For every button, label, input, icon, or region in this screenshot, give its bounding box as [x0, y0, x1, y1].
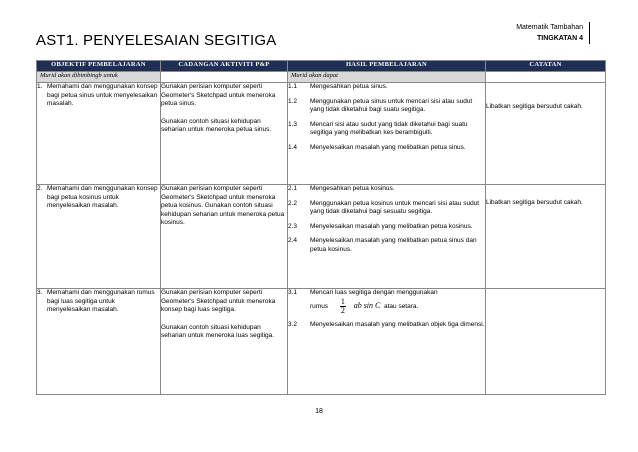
- page-title: AST1. PENYELESAIAN SEGITIGA: [36, 32, 277, 49]
- outcome-text: Menyelesaikan masalah yang melibatkan petua sinus.: [310, 143, 466, 151]
- notes-text: Libatkan segitiga bersudut cakah.: [486, 199, 583, 206]
- objective-text: Memahami dan menggunakan konsep bagi petua kosinus untuk menyelesaikan masalah.: [47, 185, 158, 209]
- objective-cell: [37, 185, 161, 289]
- notes-cell: [486, 289, 606, 395]
- sub-label-objektif: Murid akan dibimbingb untuk: [37, 72, 161, 83]
- outcome-text: Mengesahkan petua sinus.: [310, 83, 388, 90]
- outcome-number: 1.1: [288, 83, 298, 90]
- outcome-number: 2.1: [288, 185, 298, 192]
- outcome-item: [288, 98, 485, 115]
- table-row: [37, 289, 606, 395]
- activity-cell: [161, 83, 288, 185]
- objective-cell: [37, 83, 161, 185]
- fraction-denominator: 2: [340, 305, 345, 315]
- outcome-number: 2.3: [288, 222, 298, 230]
- notes-cell: [486, 185, 606, 289]
- outcome-number: 2.4: [288, 237, 298, 244]
- outcome-cell: [288, 185, 486, 289]
- page-number: 18: [315, 408, 323, 415]
- outcome-text: Menyelesaikan masalah yang melibatkan objek tiga dimensi.: [310, 320, 485, 328]
- table-row: [37, 185, 606, 289]
- outcome-number: 3.1: [288, 289, 298, 296]
- outcome-cell: [288, 289, 486, 395]
- column-header-objektif: OBJEKTIF PEMBELAJARAN: [37, 61, 161, 72]
- activity-text: Gunakan perisian komputer seperti Geometer's Sketchpad untuk meneroka petua kosinus. Gunakan contoh situasi kehidupan seharian untuk meneroka petua kosinus.: [161, 185, 285, 226]
- sub-label-blank: [161, 72, 288, 83]
- sub-header-row: [37, 72, 606, 83]
- activity-text: Gunakan contoh situasi kehidupan seharian untuk meneroka petua sinus.: [161, 117, 272, 133]
- formula-prefix: rumus: [310, 302, 329, 310]
- outcome-text: Menggunakan petua kosinus untuk mencari sisi atau sudut yang tidak diketahui bagi sesuatu segitiga.: [310, 199, 480, 215]
- area-formula: ab sin C: [353, 300, 381, 310]
- fraction-numerator: 1: [340, 296, 345, 306]
- column-header-hasil: HASIL PEMBELAJARAN: [288, 61, 486, 72]
- objective-text: Memahami dan menggunakan rumus bagi luas segitiga untuk menyelesaikan masalah.: [47, 289, 155, 313]
- outcome-text: Menyelesaikan masalah yang melibatkan petua kosinus.: [310, 222, 473, 230]
- objective-number: 2.: [37, 185, 43, 192]
- activity-text: Gunakan contoh situasi kehidupan seharian untuk meneroka luas segitiga.: [161, 323, 275, 339]
- objective-cell: [37, 289, 161, 395]
- outcome-cell: [288, 83, 486, 185]
- outcome-item: [288, 200, 485, 217]
- syllabus-table: [36, 60, 606, 395]
- outcome-number: 2.2: [288, 199, 298, 207]
- objective-text: Memahami dan menggunakan konsep bagi petua sinus untuk menyelesaikan masalah.: [47, 83, 158, 107]
- outcome-number: 1.3: [288, 120, 298, 128]
- formula-suffix: atau setara.: [383, 302, 419, 310]
- outcome-text: Mengesahkan petua kosinus.: [310, 185, 395, 192]
- table-header-row: [37, 61, 606, 72]
- objective-number: 3.: [37, 289, 43, 296]
- outcome-item: [288, 223, 485, 232]
- header-subject: Matematik Tambahan: [516, 24, 583, 31]
- activity-cell: [161, 289, 288, 395]
- outcome-number: 1.4: [288, 143, 298, 151]
- outcome-text: Mencari sisi atau sudut yang tidak diketahui bagi suatu segitiga yang melibatkan kes berambiguiti.: [310, 120, 468, 136]
- outcome-item: [288, 237, 485, 254]
- activity-text: Gunakan perisian komputer seperti Geometer's Sketchpad untuk meneroka konsep bagi luas segitiga.: [161, 289, 276, 313]
- outcome-item: [288, 83, 485, 92]
- notes-text: Libatkan segitiga bersudut cakah.: [486, 103, 583, 110]
- outcome-item: [288, 144, 485, 153]
- outcome-text: Menggunakan petua sinus untuk mencari sisi atau sudut yang tidak diketahui bagi suatu segitiga.: [310, 97, 473, 113]
- formula-fraction: [340, 298, 346, 315]
- sub-label-blank: [486, 72, 606, 83]
- sub-label-hasil: Murid akan dapat: [288, 72, 486, 83]
- header-right: [516, 22, 590, 44]
- activity-cell: [161, 185, 288, 289]
- outcome-text: Menyelesaikan masalah yang melibatkan petua sinus dan petua kosinus.: [310, 237, 477, 253]
- notes-cell: [486, 83, 606, 185]
- outcome-text: Mencari luas segitiga dengan menggunakan: [310, 289, 438, 296]
- outcome-item: [288, 289, 485, 315]
- outcome-item: [288, 321, 485, 330]
- outcome-item: [288, 185, 485, 194]
- table-row: [37, 83, 606, 185]
- objective-number: 1.: [37, 83, 43, 90]
- column-header-aktiviti: CADANGAN AKTIVITI P&P: [161, 61, 288, 72]
- header-grade: TINGKATAN 4: [536, 35, 583, 42]
- outcome-number: 3.2: [288, 320, 298, 328]
- activity-text: Gunakan perisian komputer seperti Geometer's Sketchpad untuk meneroka petua sinus.: [161, 83, 276, 107]
- outcome-item: [288, 121, 485, 138]
- column-header-catatan: CATATAN: [486, 61, 606, 72]
- outcome-number: 1.2: [288, 97, 298, 105]
